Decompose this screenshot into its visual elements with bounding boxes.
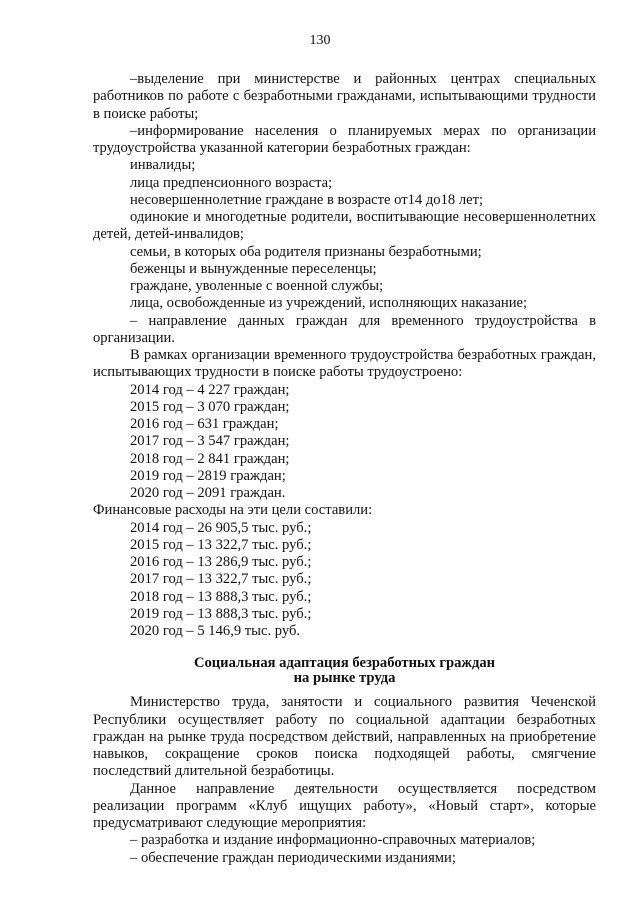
page-body	[93, 71, 596, 867]
measure-item: – обеспечение граждан периодическими изданиями;	[130, 849, 456, 866]
employment-year-item: 2019 год – 2819 граждан;	[130, 467, 286, 484]
employment-year-item: 2014 год – 4 227 граждан;	[130, 381, 290, 398]
expense-year-item: 2019 год – 13 888,3 тыс. руб.;	[130, 605, 312, 622]
measure-item: – разработка и издание информационно-справочных материалов;	[130, 832, 536, 849]
expense-year-item: 2016 год – 13 286,9 тыс. руб.;	[130, 554, 312, 570]
employment-year-item: 2017 год – 3 547 граждан;	[130, 433, 290, 450]
paragraph-informing: –информирование населения о планируемых мерах по организации трудоустройства указанной категории безработных граждан:	[93, 122, 596, 156]
category-item: инвалиды;	[130, 157, 196, 174]
paragraph-specialists: –выделение при министерстве и районных центрах специальных работников по работе с безработными гражданами, испытывающими трудности в поиске работы;	[93, 71, 596, 122]
paragraph-direction: – направление данных граждан для временного трудоустройства в организации.	[93, 312, 596, 346]
employment-year-item: 2016 год – 631 граждан;	[130, 416, 279, 432]
employment-year-item: 2018 год – 2 841 граждан;	[130, 450, 290, 467]
category-item: лица предпенсионного возраста;	[130, 174, 333, 191]
category-item-parents: одинокие и многодетные родители, воспитывающие несовершеннолетних детей, детей-инвалидов;	[93, 209, 596, 243]
category-item: семьи, в которых оба родителя признаны безработными;	[130, 243, 482, 260]
category-item: лица, освобожденные из учреждений, исполняющих наказание;	[130, 295, 528, 312]
paragraph-ministry: Министерство труда, занятости и социального развития Чеченской Республики осуществляет работу по социальной адаптации безработных граждан на рынке труда посредством действий, направленных на приобретение навыков, сокращение сроков поиска подходящей работы, смягчение последствий длительной безработицы.	[93, 694, 596, 780]
category-item: несовершеннолетние граждане в возрасте от14 до18 лет;	[130, 191, 484, 208]
expense-year-item: 2017 год – 13 322,7 тыс. руб.;	[130, 571, 312, 588]
paragraph-employment-intro: В рамках организации временного трудоустройства безработных граждан, испытывающих трудности в поиске работы трудоустроено:	[93, 347, 596, 381]
category-item: беженцы и вынужденные переселенцы;	[130, 260, 377, 277]
expense-year-item: 2014 год – 26 905,5 тыс. руб.;	[130, 519, 312, 536]
page-number: 130	[309, 33, 331, 48]
paragraph-programs: Данное направление деятельности осуществляется посредством реализации программ «Клуб ищущих работу», «Новый старт», которые предусматривают следующие мероприятия:	[93, 780, 596, 831]
expense-year-item: 2018 год – 13 888,3 тыс. руб.;	[130, 588, 312, 605]
section-heading	[93, 656, 596, 686]
expense-year-item: 2015 год – 13 322,7 тыс. руб.;	[130, 536, 312, 553]
employment-year-item: 2015 год – 3 070 граждан;	[130, 398, 290, 415]
expense-year-item: 2020 год – 5 146,9 тыс. руб.	[130, 623, 301, 639]
section-heading-line-1: Социальная адаптация безработных граждан	[193, 655, 496, 672]
paragraph-expenses-intro: Финансовые расходы на эти цели составили:	[93, 502, 373, 519]
employment-year-item: 2020 год – 2091 граждан.	[130, 485, 286, 501]
section-heading-line-2: на рынке труда	[293, 670, 396, 687]
category-item: граждане, уволенные с военной службы;	[130, 278, 384, 294]
